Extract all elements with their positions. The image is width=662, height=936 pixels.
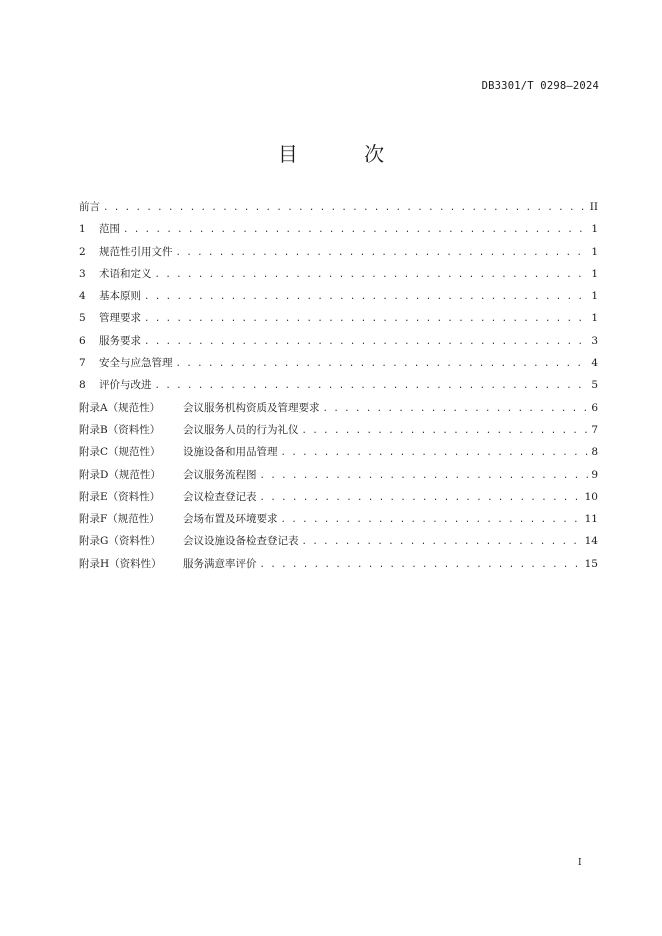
toc-entry[interactable] xyxy=(79,199,598,221)
page-number: I xyxy=(578,858,582,868)
toc-entry-appendix: 附录H（资料性） xyxy=(79,557,162,570)
toc-entry-label: 安全与应急管理 xyxy=(99,357,173,370)
toc-entry[interactable] xyxy=(79,444,598,466)
toc-entry-page: 14 xyxy=(584,535,598,548)
toc-entry-page: 1 xyxy=(591,312,598,325)
toc-leader-dots xyxy=(260,560,582,570)
toc-entry-appendix: 附录C（规范性） xyxy=(79,446,161,459)
toc-entry-page: 5 xyxy=(591,379,598,392)
toc-entry[interactable] xyxy=(79,377,598,399)
toc-entry[interactable] xyxy=(79,355,598,377)
toc-entry-page: 4 xyxy=(591,357,598,370)
toc-entry[interactable] xyxy=(79,556,598,578)
toc-entry-number: 8 xyxy=(79,379,86,392)
toc-entry[interactable] xyxy=(79,266,598,288)
toc-entry-page: 9 xyxy=(591,468,598,481)
toc-leader-dots xyxy=(260,471,589,481)
toc-entry-page: 1 xyxy=(591,267,598,280)
document-code: DB3301/T 0298—2024 xyxy=(481,80,599,92)
toc-entry[interactable] xyxy=(79,467,598,489)
toc-entry-page: 1 xyxy=(591,290,598,303)
toc-entry-page: 1 xyxy=(591,245,598,258)
toc-entry-label: 管理要求 xyxy=(99,312,141,325)
toc-entry-label: 服务满意率评价 xyxy=(183,557,257,570)
toc-entry-label: 会议服务人员的行为礼仪 xyxy=(183,423,299,436)
toc-leader-dots xyxy=(260,493,582,503)
toc-entry-page: 1 xyxy=(591,223,598,236)
toc-entry-appendix: 附录B（资料性） xyxy=(79,423,161,436)
toc-entry-label: 范围 xyxy=(99,223,120,236)
toc-entry[interactable] xyxy=(79,333,598,355)
toc-entry[interactable] xyxy=(79,244,598,266)
toc-entry-number: 4 xyxy=(79,290,86,303)
page-title: 目 次 xyxy=(277,142,415,166)
toc-entry-label: 会场布置及环境要求 xyxy=(183,513,278,526)
toc-entry-label: 前言 xyxy=(79,201,100,213)
toc-entry-label: 会议服务机构资质及管理要求 xyxy=(183,401,320,414)
toc-leader-dots xyxy=(281,515,582,525)
toc-entry-appendix: 附录A（规范性） xyxy=(79,401,161,414)
toc-entry-appendix: 附录F（规范性） xyxy=(79,513,160,526)
toc-entry[interactable] xyxy=(79,489,598,511)
toc-leader-dots xyxy=(302,426,589,436)
toc-leader-dots xyxy=(302,537,582,547)
toc-leader-dots xyxy=(144,337,588,347)
toc-entry-number: 6 xyxy=(79,334,86,347)
toc-entry-number: 2 xyxy=(79,245,86,258)
toc-entry-label: 基本原则 xyxy=(99,290,141,303)
toc-entry[interactable] xyxy=(79,511,598,533)
toc-entry-appendix: 附录D（规范性） xyxy=(79,468,161,481)
toc-entry-page: 8 xyxy=(591,446,598,459)
toc-entry[interactable] xyxy=(79,288,598,310)
toc-leader-dots xyxy=(155,270,589,280)
toc-entry-appendix: 附录G（资料性） xyxy=(79,535,161,548)
toc-entry-number: 3 xyxy=(79,267,86,280)
toc-entry[interactable] xyxy=(79,310,598,332)
toc-entry-number: 1 xyxy=(79,223,86,236)
toc-leader-dots xyxy=(103,203,587,213)
toc-entry-label: 服务要求 xyxy=(99,334,141,347)
toc-entry-label: 会议服务流程图 xyxy=(183,468,257,481)
table-of-contents xyxy=(79,199,598,578)
toc-entry-label: 会议检查登记表 xyxy=(183,490,257,503)
toc-entry-page: 6 xyxy=(591,401,598,414)
toc-leader-dots xyxy=(144,292,588,302)
toc-entry-label: 评价与改进 xyxy=(99,379,152,392)
toc-entry-label: 设施设备和用品管理 xyxy=(183,446,278,459)
toc-entry-page: 7 xyxy=(591,423,598,436)
toc-leader-dots xyxy=(176,359,589,369)
toc-leader-dots xyxy=(281,448,589,458)
toc-entry-page: 15 xyxy=(584,557,598,570)
toc-entry-page: 3 xyxy=(591,334,598,347)
toc-entry-label: 会议设施设备检查登记表 xyxy=(183,535,299,548)
toc-entry[interactable] xyxy=(79,221,598,243)
toc-leader-dots xyxy=(123,225,588,235)
toc-entry-label: 规范性引用文件 xyxy=(99,245,173,258)
toc-entry-page: II xyxy=(589,201,598,213)
toc-leader-dots xyxy=(144,314,588,324)
toc-entry-page: 10 xyxy=(584,490,598,503)
toc-entry-number: 5 xyxy=(79,312,86,325)
toc-leader-dots xyxy=(323,404,589,414)
toc-leader-dots xyxy=(155,381,589,391)
toc-entry-label: 术语和定义 xyxy=(99,267,152,280)
toc-entry-page: 11 xyxy=(584,513,598,526)
toc-entry-number: 7 xyxy=(79,357,86,370)
toc-entry[interactable] xyxy=(79,400,598,422)
toc-entry[interactable] xyxy=(79,422,598,444)
toc-entry[interactable] xyxy=(79,533,598,555)
toc-entry-appendix: 附录E（资料性） xyxy=(79,490,161,503)
toc-leader-dots xyxy=(176,248,589,258)
